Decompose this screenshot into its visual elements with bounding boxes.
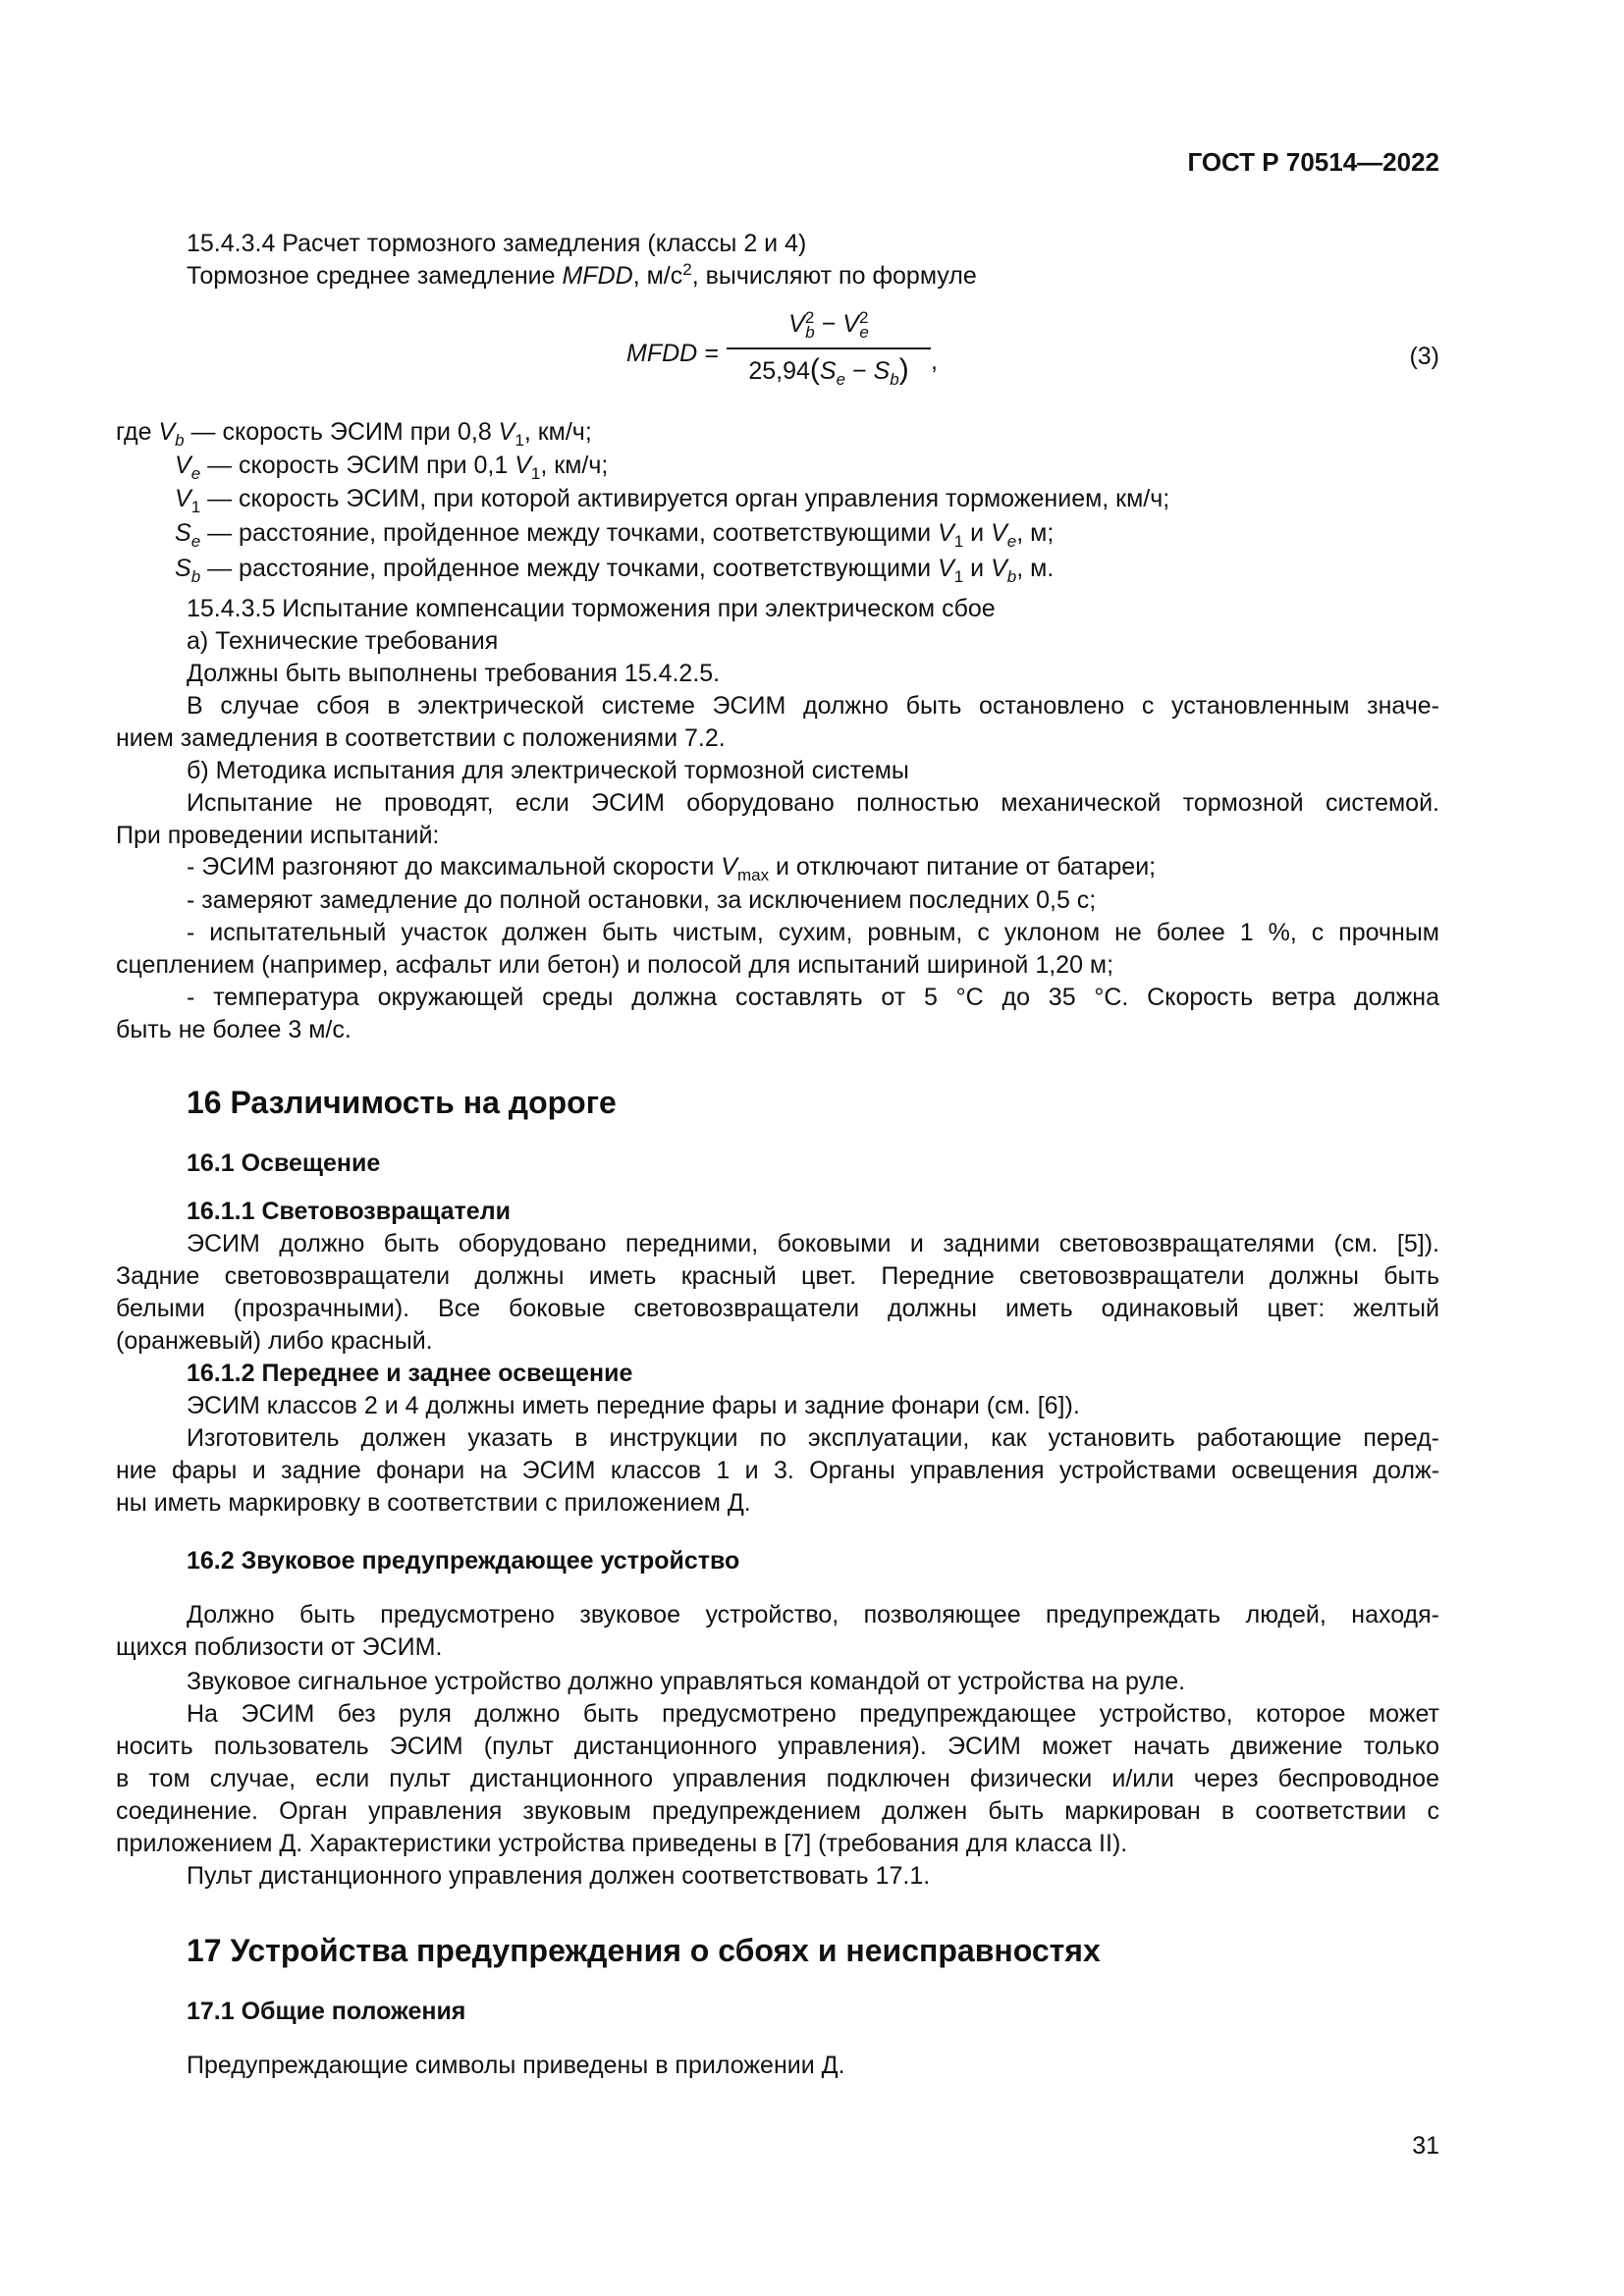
subclause-b-title: б) Методика испытания для электрической тормозной системы (187, 757, 909, 784)
paragraph: Должны быть выполнены требования 15.4.2.5. (187, 660, 721, 687)
paragraph-line: Должно быть предусмотрено звуковое устройство, позволяющее предупреждать людей, находя- (187, 1601, 1439, 1629)
where-row-v1: $V_1$ — скорость ЭСИМ, при которой активируется орган управления торможением, км/ч; (175, 485, 1170, 516)
paragraph-line: приложением Д. Характеристики устройства приведены в [7] (требования для класса II). (116, 1830, 1128, 1857)
paragraph-line: Задние световозвращатели должны иметь красный цвет. Передние световозвращатели должны быть (116, 1262, 1439, 1290)
subsection-17-1-heading: 17.1 Общие положения (187, 1998, 466, 2025)
paragraph-line: ЭСИМ должно быть оборудовано передними, боковыми и задними световозвращателями (см. [5]). (187, 1230, 1439, 1257)
subsection-16-2-heading: 16.2 Звуковое предупреждающее устройство (187, 1547, 740, 1575)
formula-intro: Тормозное среднее замедление MFDD, $м/с^2$, вычисляют по формуле (187, 260, 977, 290)
paragraph-line: На ЭСИМ без руля должно быть предусмотрено предупреждающее устройство, которое может (187, 1700, 1439, 1728)
formula-lhs: MFDD = (626, 340, 719, 367)
clause-15-4-3-4-title: 15.4.3.4 Расчет тормозного замедления (классы 2 и 4) (187, 230, 807, 257)
paragraph: ЭСИМ классов 2 и 4 должны иметь передние фары и задние фонари (см. [6]). (187, 1392, 1080, 1419)
paragraph-line: нием замедления в соответствии с положениями 7.2. (116, 724, 726, 752)
list-item: - замеряют замедление до полной остановки, за исключением последних 0,5 с; (187, 886, 1097, 914)
paragraph-line: соединение. Орган управления звуковым предупреждением должен быть маркирован в соответствии с (116, 1797, 1439, 1825)
where-row-se: $S_e$ — расстояние, пройденное между точками, соответствующими $V_1$ и $V_e$, м; (175, 519, 1055, 551)
paragraph: Звуковое сигнальное устройство должно управляться командой от устройства на руле. (187, 1668, 1186, 1695)
paragraph-line: (оранжевый) либо красный. (116, 1327, 433, 1355)
formula-denominator: $25,94(S_e - S_b)$ (748, 353, 909, 389)
list-item: - ЭСИМ разгоняют до максимальной скорости $V_{max}$ и отключают питание от батареи; (187, 853, 1157, 884)
paragraph-line: Испытание не проводят, если ЭСИМ оборудовано полностью механической тормозной системой. (187, 789, 1439, 817)
paragraph-line: В случае сбоя в электрической системе ЭСИМ должно быть остановлено с установленным значе- (187, 692, 1439, 720)
paragraph-line: Изготовитель должен указать в инструкции по эксплуатации, как установить работающие перед- (187, 1424, 1439, 1452)
subsection-16-1-1-heading: 16.1.1 Световозвращатели (187, 1198, 511, 1225)
formula-numerator: $V^2_b - V^2_e$ (788, 308, 869, 342)
paragraph-line: в том случае, если пульт дистанционного управления подключен физически и/или через беспроводное (116, 1765, 1439, 1792)
subclause-a-title: а) Технические требования (187, 627, 499, 655)
where-row-ve: $V_e$ — скорость ЭСИМ при 0,1 $V_1$, км/ч; (175, 452, 609, 483)
subsection-16-1-heading: 16.1 Освещение (187, 1149, 381, 1177)
paragraph-line: щихся поблизости от ЭСИМ. (116, 1633, 443, 1661)
standard-header: ГОСТ Р 70514—2022 (1187, 147, 1439, 177)
list-item-line: - испытательный участок должен быть чистым, сухим, ровным, с уклоном не более 1 %, с прочным (187, 919, 1439, 946)
list-item-line: сцеплением (например, асфальт или бетон) и полосой для испытаний шириной 1,20 м; (116, 951, 1114, 979)
where-row-sb: $S_b$ — расстояние, пройденное между точками, соответствующими $V_1$ и $V_b$, м. (175, 555, 1055, 586)
fraction-bar (727, 347, 931, 349)
paragraph-line: ны иметь маркировку в соответствии с приложением Д. (116, 1489, 751, 1517)
clause-15-4-3-5-title: 15.4.3.5 Испытание компенсации торможения при электрическом сбое (187, 595, 996, 622)
where-row-vb: где $V_b$ — скорость ЭСИМ при 0,8 $V_1$, км/ч; (116, 418, 592, 450)
section-16-heading: 16 Различимость на дороге (187, 1085, 617, 1120)
paragraph-line: белыми (прозрачными). Все боковые световозвращатели должны иметь одинаковый цвет: желтый (116, 1295, 1439, 1322)
paragraph-line: носить пользователь ЭСИМ (пульт дистанционного управления). ЭСИМ может начать движение только (116, 1733, 1439, 1760)
paragraph-line: При проведении испытаний: (116, 822, 440, 849)
subsection-16-1-2-heading: 16.1.2 Переднее и заднее освещение (187, 1360, 633, 1387)
formula-number: (3) (1409, 343, 1439, 370)
page-number: 31 (1412, 2132, 1439, 2160)
paragraph: Пульт дистанционного управления должен соответствовать 17.1. (187, 1862, 931, 1890)
paragraph-line: ние фары и задние фонари на ЭСИМ классов 1 и 3. Органы управления устройствами освещения долж- (116, 1457, 1439, 1484)
list-item-line: - температура окружающей среды должна составлять от 5 °С до 35 °С. Скорость ветра должна (187, 984, 1439, 1011)
list-item-line: быть не более 3 м/с. (116, 1016, 352, 1043)
section-17-heading: 17 Устройства предупреждения о сбоях и неисправностях (187, 1933, 1101, 1968)
formula-fraction (727, 302, 931, 388)
formula-comma: , (931, 347, 938, 375)
paragraph: Предупреждающие символы приведены в приложении Д. (187, 2052, 845, 2079)
